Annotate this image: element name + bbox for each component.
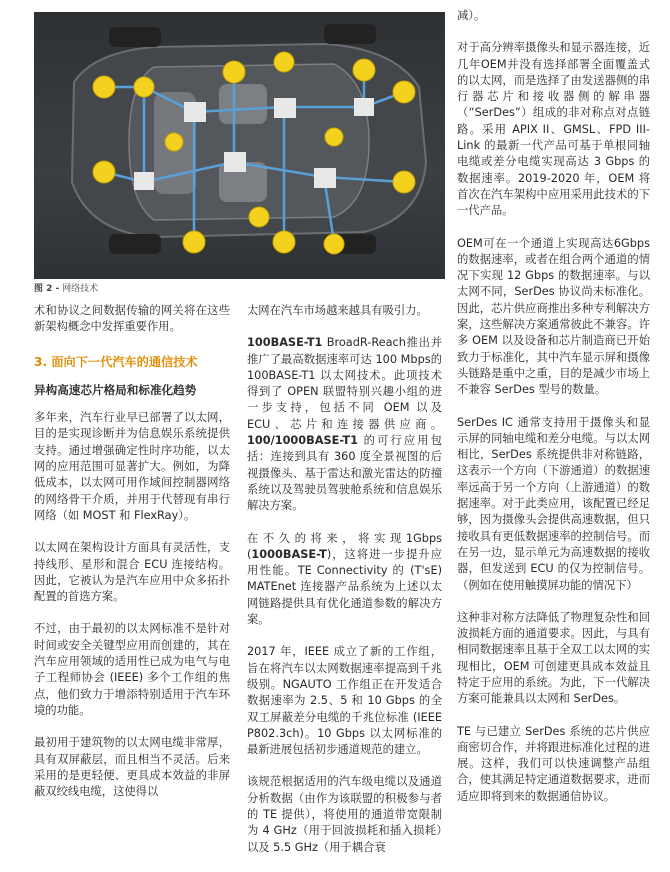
term-100-1000base-t1: 100/1000BASE-T1: [247, 434, 358, 448]
right-paragraph-5: TE 与已建立 SerDes 系统的芯片供应商密切合作，并将跟进标准化过程的进展。这样，我们可以快速调整产品组合，使其满足特定通道数据要求，进而适应即将到来的数据通信协议。: [457, 724, 650, 803]
left-paragraph-1: 多年来，汽车行业早已部署了以太网，目的是实现诊断并为信息娱乐系统提供支持。通过增强确定性时序功能，以太网的应用范围可显著扩大。例如，为降低成本，以太网可用作域间控制器网络的网络骨干介质，并用于代替现有串行网络（如 MOST 和 FlexRay）。: [34, 411, 230, 522]
right-paragraph-2: OEM可在一个通道上实现高达6Gbps的数据速率，或者在组合两个通道的情况下实现 12 Gbps 的数据速率。与以太网不同，SerDes 协议尚未标准化。因此，芯片供应商推出多种专利解决方案，这些解决方案通常彼此不兼容。许多 OEM 以及设备和芯片制造商已开始致力于标准化，其中汽车显示屏和摄像头链路是重中之重，目的是减少市场上不兼容 SerDes 型号的数量。: [457, 236, 650, 397]
right-paragraph-3: SerDes IC 通常支持用于摄像头和显示屏的同轴电缆和差分电缆。与以太网相比，SerDes 系统提供非对称链路，这表示一个方向（下游通道）的数据速率远高于另一个方向（上游通道）的数据速率。对于此类应用，该配置已经足够，因为摄像头会提供高速数据，但只接收具有更低数据速率的控制信号。而在另一边，显示单元为高速数据的接收器，但发送到 ECU 的仅为控制信号。（例如在使用触摸屏功能的情况下）: [457, 415, 650, 592]
middle-paragraph-3: 2017 年，IEEE 成立了新的工作组，旨在将汽车以太网数据速率提高到千兆级别。NGAUTO 工作组正在开发适合数据速率为 2.5、5 和 10 Gbps 的全双工屏蔽差分电缆的千兆位标准 (IEEE P802.3ch)。10 Gbps 以太网标准的最新进展包括初步通道规范的建立。: [247, 645, 442, 757]
right-column: [457, 8, 650, 821]
right-paragraph-1: 对于高分辨率摄像头和显示器连接，近几年OEM并没有选择部署全面覆盖式的以太网，而是选择了由发送器侧的串行器芯片和接收器侧的解串器（“SerDes”）组成的非对称点对点链路。采用 APIX II、GMSL、FPD III-Link 的最新一代产品可基于单根同轴电缆或差分电缆实现高达 3 Gbps 的数据速率。2019-2020 年，OEM 将首次在汽车架构中应用采用此技术的下一代产品。: [457, 41, 650, 218]
connector-node: [134, 77, 154, 97]
middle-paragraph-0: 太网在汽车市场越来越具有吸引力。: [247, 304, 428, 317]
ecu-hub: [224, 152, 246, 172]
figure-caption: [34, 281, 98, 294]
right-paragraph-0: 减）。: [457, 9, 486, 22]
term-100base-t1: 100BASE-T1: [247, 336, 323, 350]
connector-node: [183, 231, 205, 253]
term-1000base-t: 1000BASE-T: [251, 547, 327, 561]
connector-node: [93, 76, 115, 98]
car-network-figure: [34, 12, 445, 279]
section-heading: 3. 面向下一代汽车的通信技术: [34, 354, 198, 369]
connector-node: [273, 231, 295, 253]
middle-paragraph-4: 该规范根据适用的汽车级电缆以及通道分析数据（由作为该联盟的积极参与者的 TE 提供），将使用的通道带宽限制为 4 GHz（用于回波损耗和插入损耗）以及 5.5 GHz（用于耦合衰: [247, 775, 442, 854]
ecu-hub: [314, 168, 336, 188]
figure-caption-number: 图 2 -: [34, 284, 60, 294]
middle-paragraph-1b-text: 的可行应用包括：连接到具有 360 度全景视图的后视摄像头、基于雷达和激光雷达的防撞系统以及驾驶员驾驶舱系统和信息娱乐解决方案。: [247, 434, 442, 513]
middle-paragraph-1-text: BroadR-Reach推出并推广了最高数据速率可达 100 Mbps的 100BASE-T1 以太网技术。此项技术得到了 OPEN 联盟特别兴趣小组的进一步支持，包括不同 OEM 以及 ECU、芯片和连接器供应商。: [247, 336, 442, 431]
subsection-heading: 异构高速芯片格局和标准化趋势: [34, 382, 197, 397]
wheel-front-left: [324, 24, 376, 44]
wheel-rear-left: [109, 27, 161, 47]
connector-node: [393, 171, 415, 193]
left-paragraph-4: 最初用于建筑物的以太网电缆非常厚，具有双屏蔽层，而且相当不灵活。后来采用的是更轻便、更具成本效益的非屏蔽双绞线电缆，这使得以: [34, 736, 230, 799]
connector-node: [274, 52, 294, 72]
connector-node: [165, 133, 183, 151]
middle-column: [247, 303, 442, 872]
connector-node: [325, 128, 343, 146]
figure-caption-text: 网络技术: [62, 284, 99, 294]
connector-node: [93, 161, 115, 183]
car-network-diagram-icon: [34, 12, 445, 279]
left-paragraph-2: 以太网在架构设计方面具有灵活性，支持线形、星形和混合 ECU 连接结构。因此，它被认为是汽车应用中众多拓扑配置的首选方案。: [34, 541, 230, 604]
seat-front-left: [219, 84, 267, 124]
connector-node: [393, 81, 415, 103]
middle-paragraph-2: [247, 531, 442, 629]
connector-node: [353, 59, 375, 81]
ecu-hub: [184, 102, 206, 122]
right-paragraph-4: 这种非对称方法降低了物理复杂性和回波损耗方面的通道要求。因此，与具有相同数据速率且基于全双工以太网的实现相比，OEM 可创建更具成本效益且特定于应用的系统。为此，下一代解决方案可能兼具以太网和 SerDes。: [457, 610, 650, 706]
middle-paragraph-2a-text: 在不久的将来，将实现1Gbps (: [247, 531, 442, 561]
middle-paragraph-1: [247, 335, 442, 514]
connector-node: [223, 61, 245, 83]
left-column: [34, 303, 230, 816]
ecu-hub: [274, 98, 296, 118]
connector-node: [324, 234, 344, 254]
ecu-hub: [354, 98, 374, 116]
left-paragraph-3: 不过，由于最初的以太网标准不是针对时间或安全关键型应用而创建的，其在汽车应用领域的适用性已成为电气与电子工程师协会 (IEEE) 多个工作组的焦点，他们致力于增添特别适用于汽车环境的功能。: [34, 622, 230, 717]
connector-node: [249, 207, 269, 227]
left-paragraph-0: 术和协议之间数据传输的网关将在这些新架构概念中发挥重要作用。: [34, 304, 230, 334]
middle-paragraph-2b-text: )，这将进一步提升应用性能。TE Connectivity 的 (T'sE) MATEnet 连接器产品系统为上述以太网链路提供具有优化通道参数的解决方案。: [247, 547, 442, 627]
wheel-rear-right: [109, 234, 161, 254]
ecu-hub: [134, 172, 154, 190]
